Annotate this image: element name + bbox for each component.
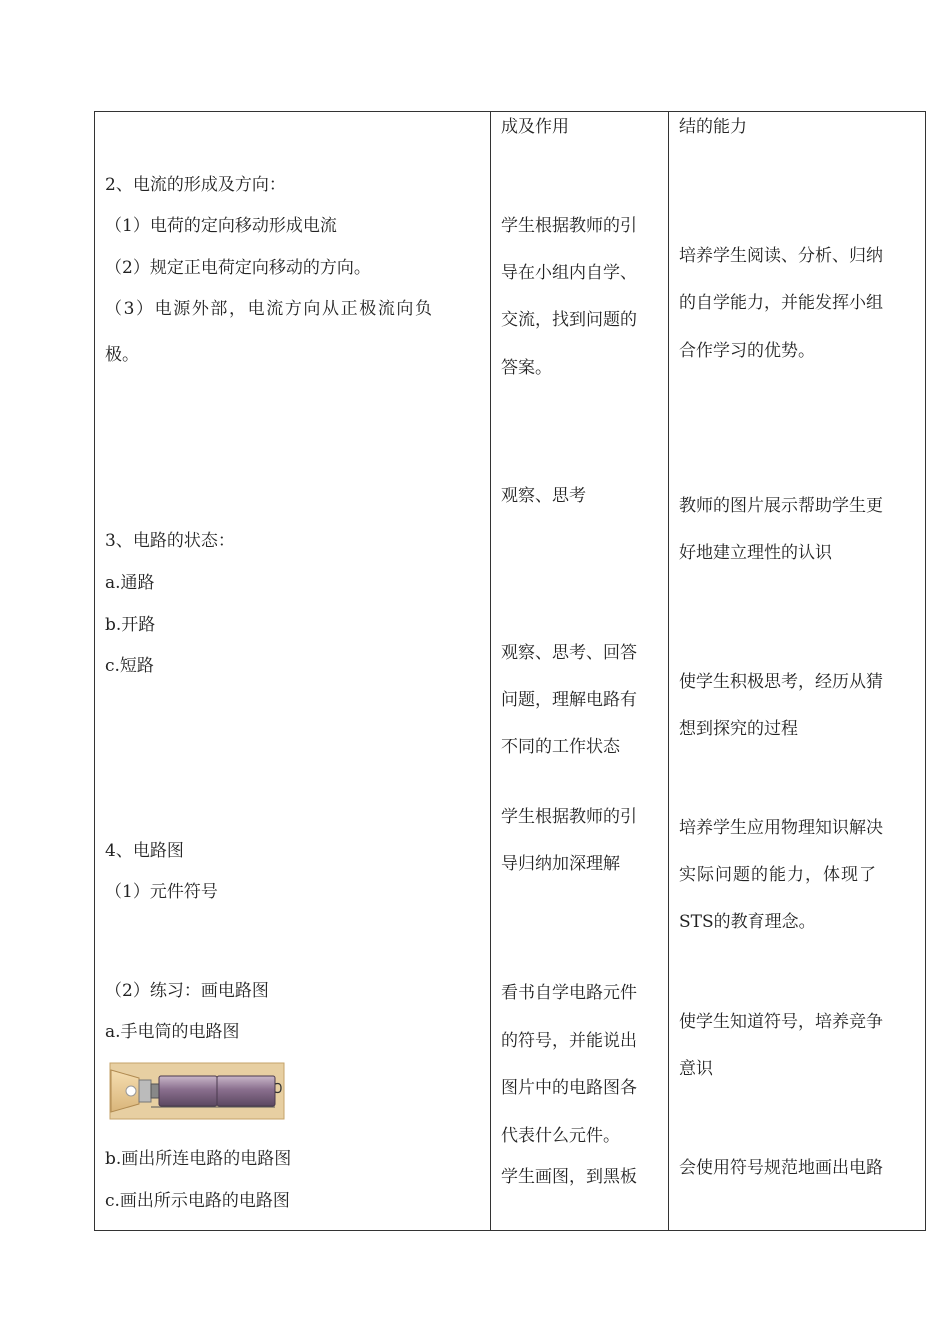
column-divider xyxy=(490,112,491,1230)
cell-text: 不同的工作状态 xyxy=(501,737,620,757)
column-divider xyxy=(668,112,669,1230)
cell-text: 成及作用 xyxy=(501,117,569,137)
cell-text: 观察、思考 xyxy=(501,486,586,506)
list-item: （1）电荷的定向移动形成电流 xyxy=(105,216,337,236)
list-item: a.通路 xyxy=(105,573,155,593)
cell-text: 代表什么元件。 xyxy=(501,1126,620,1146)
cell-text: 图片中的电路图各 xyxy=(501,1078,637,1098)
cell-text: 的符号，并能说出 xyxy=(501,1031,637,1051)
list-item: （2）规定正电荷定向移动的方向。 xyxy=(105,258,371,278)
list-item: b.画出所连电路的电路图 xyxy=(105,1149,292,1169)
list-item: （2）练习：画电路图 xyxy=(105,981,269,1001)
list-item: c.画出所示电路的电路图 xyxy=(105,1191,290,1211)
section-heading: 3、电路的状态： xyxy=(105,531,235,551)
list-item: （3）电源外部，电流方向从正极流向负 xyxy=(105,299,434,319)
cell-text: 好地建立理性的认识 xyxy=(679,543,832,563)
list-item: b.开路 xyxy=(105,615,156,635)
cell-text: 合作学习的优势。 xyxy=(679,341,815,361)
cell-text: 学生根据教师的引 xyxy=(501,807,637,827)
cell-text: 问题，理解电路有 xyxy=(501,690,637,710)
list-item: 极。 xyxy=(105,345,139,365)
section-heading: 4、电路图 xyxy=(105,841,184,861)
cell-text: 培养学生应用物理知识解决 xyxy=(679,818,883,838)
cell-text: 的自学能力，并能发挥小组 xyxy=(679,293,883,313)
cell-text: 使学生积极思考，经历从猜 xyxy=(679,672,883,692)
lesson-table xyxy=(94,111,926,1231)
cell-text: 会使用符号规范地画出电路 xyxy=(679,1158,883,1178)
cell-text: STS的教育理念。 xyxy=(679,912,816,932)
cell-text: 使学生知道符号，培养竞争 xyxy=(679,1012,883,1032)
cell-text: 观察、思考、回答 xyxy=(501,643,637,663)
cell-text: 教师的图片展示帮助学生更 xyxy=(679,496,883,516)
list-item: （1）元件符号 xyxy=(105,882,218,902)
cell-text: 导归纳加深理解 xyxy=(501,854,620,874)
cell-text: 意识 xyxy=(679,1059,713,1079)
cell-text: 培养学生阅读、分析、归纳 xyxy=(679,246,883,266)
cell-text: 结的能力 xyxy=(679,117,747,137)
cell-text: 想到探究的过程 xyxy=(679,719,798,739)
flashlight-image xyxy=(109,1062,285,1120)
cell-text: 交流，找到问题的 xyxy=(501,310,637,330)
cell-text: 导在小组内自学、 xyxy=(501,263,637,283)
cell-text: 答案。 xyxy=(501,358,552,378)
cell-text: 实际问题的能力，体现了 xyxy=(679,865,877,885)
list-item: c.短路 xyxy=(105,656,154,676)
cell-text: 学生根据教师的引 xyxy=(501,216,637,236)
cell-text: 学生画图，到黑板 xyxy=(501,1167,637,1187)
list-item: a.手电筒的电路图 xyxy=(105,1022,240,1042)
cell-text: 看书自学电路元件 xyxy=(501,983,637,1003)
section-heading: 2、电流的形成及方向： xyxy=(105,175,286,195)
